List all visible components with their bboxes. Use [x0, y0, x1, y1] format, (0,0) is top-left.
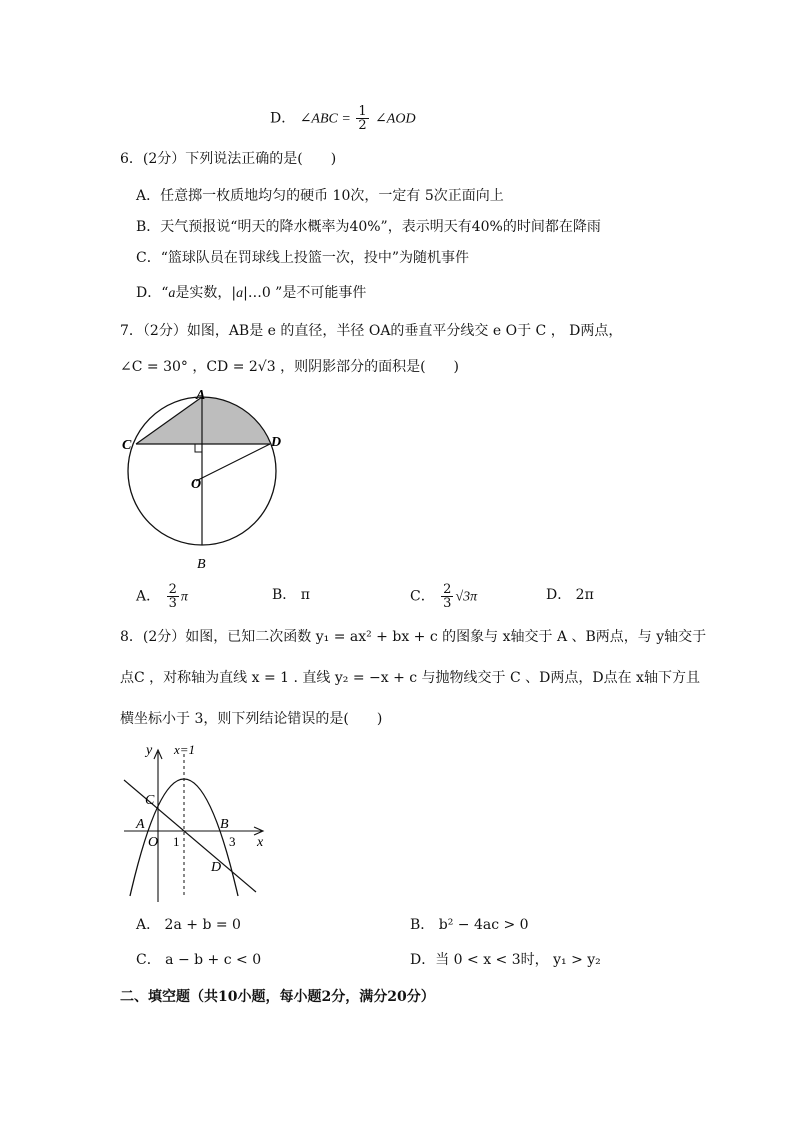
q7-stem-line1: 7．（2分）如图，AB是 e 的直径，半径 OA的垂直平分线交 e O于 C ， D两点，	[120, 323, 623, 339]
q8-label-3: 3	[229, 834, 236, 849]
q5-option-d-fraction	[356, 105, 368, 132]
q8-label-o: O	[148, 835, 159, 850]
q8-stem-line3: 横坐标小于 3，则下列结论错误的是( )	[120, 711, 383, 727]
q8-label-y: y	[146, 743, 153, 758]
q8-stem-line2: 点C ，对称轴为直线 x = 1 . 直线 y₂ = −x + c 与抛物线交于 C 、D两点，D点在 x轴下方且	[120, 670, 700, 686]
q8-label-c: C	[145, 793, 155, 808]
q7-option-c	[410, 583, 477, 610]
q6-option-d-var: a	[168, 286, 176, 301]
q6-option-d-var2: a	[236, 286, 244, 301]
q7-option-a-fraction	[167, 583, 179, 610]
q8-label-1: 1	[173, 834, 180, 849]
q8-stem-line1: 8．(2分）如图，已知二次函数 y₁ = ax² + bx + c 的图象与 x轴交于 A 、B两点，与 y轴交于	[120, 629, 707, 645]
q7-label-a: A	[196, 388, 206, 403]
q7-option-c-num: 2	[443, 582, 452, 597]
q5-option-d	[270, 105, 416, 132]
q7-option-c-label: C．	[410, 588, 435, 605]
q8-label-a: A	[136, 817, 145, 832]
q8-option-a: A． 2a + b = 0	[136, 917, 241, 933]
q7-option-c-den: 3	[443, 596, 452, 611]
q7-label-b: B	[197, 557, 206, 572]
q6-stem: 6．(2分）下列说法正确的是( )	[120, 151, 337, 167]
q7-stem-line2: ∠C = 30° ，CD = 2√3 ，则阴影部分的面积是( )	[120, 359, 460, 375]
q7-option-a-label: A．	[136, 588, 161, 605]
section-2-title: 二、填空题（共10小题，每小题2分，满分20分）	[120, 989, 435, 1005]
q8-label-axis: x=1	[174, 742, 196, 757]
q5-option-d-numerator: 1	[358, 104, 367, 119]
q6-option-d-post: |…0 ”是不可能事件	[243, 285, 367, 301]
q6-option-d-mid: 是实数，|	[175, 285, 237, 301]
q6-option-c: C．“篮球队员在罚球线上投篮一次，投中”为随机事件	[136, 250, 470, 266]
q8-option-c: C． a − b + c < 0	[136, 952, 262, 968]
q6-option-b: B．天气预报说“明天的降水概率为40%”，表示明天有40%的时间都在降雨	[136, 219, 601, 235]
q5-option-d-denominator: 2	[358, 118, 367, 133]
q5-option-d-lhs: ∠ABC =	[299, 111, 355, 127]
q7-option-a-den: 3	[168, 596, 177, 611]
q8-label-x: x	[257, 835, 264, 850]
q7-option-a-tail: π	[180, 589, 188, 605]
q7-right-angle-mark	[195, 444, 202, 452]
q6-option-d	[136, 283, 366, 304]
q8-label-d: D	[211, 860, 222, 875]
q8-option-b: B． b² − 4ac > 0	[410, 917, 529, 933]
q6-option-d-pre: D．“	[136, 285, 169, 301]
q7-option-d: D． 2π	[546, 587, 594, 603]
q7-label-d: D	[271, 435, 282, 450]
q7-label-o: O	[191, 477, 202, 492]
q7-circle-figure	[118, 388, 298, 578]
q6-option-a: A．任意掷一枚质地均匀的硬币 10次，一定有 5次正面向上	[136, 188, 504, 204]
q5-option-d-rhs: ∠AOD	[375, 111, 416, 127]
q7-option-c-fraction	[441, 583, 453, 610]
q5-option-d-label: D．	[270, 110, 296, 127]
q7-option-a-num: 2	[168, 582, 177, 597]
q8-label-b: B	[220, 817, 229, 832]
q7-option-a	[136, 583, 188, 610]
q7-radius-od	[196, 444, 270, 481]
q8-line-y2	[124, 780, 256, 892]
q8-parabola-figure	[118, 740, 278, 905]
q7-option-b: B． π	[272, 587, 310, 603]
q7-option-c-tail: √3π	[455, 589, 478, 605]
q7-label-c: C	[122, 438, 132, 453]
q7-shaded-region	[136, 397, 270, 444]
q8-option-d: D．当 0 < x < 3时， y₁ > y₂	[410, 952, 601, 968]
